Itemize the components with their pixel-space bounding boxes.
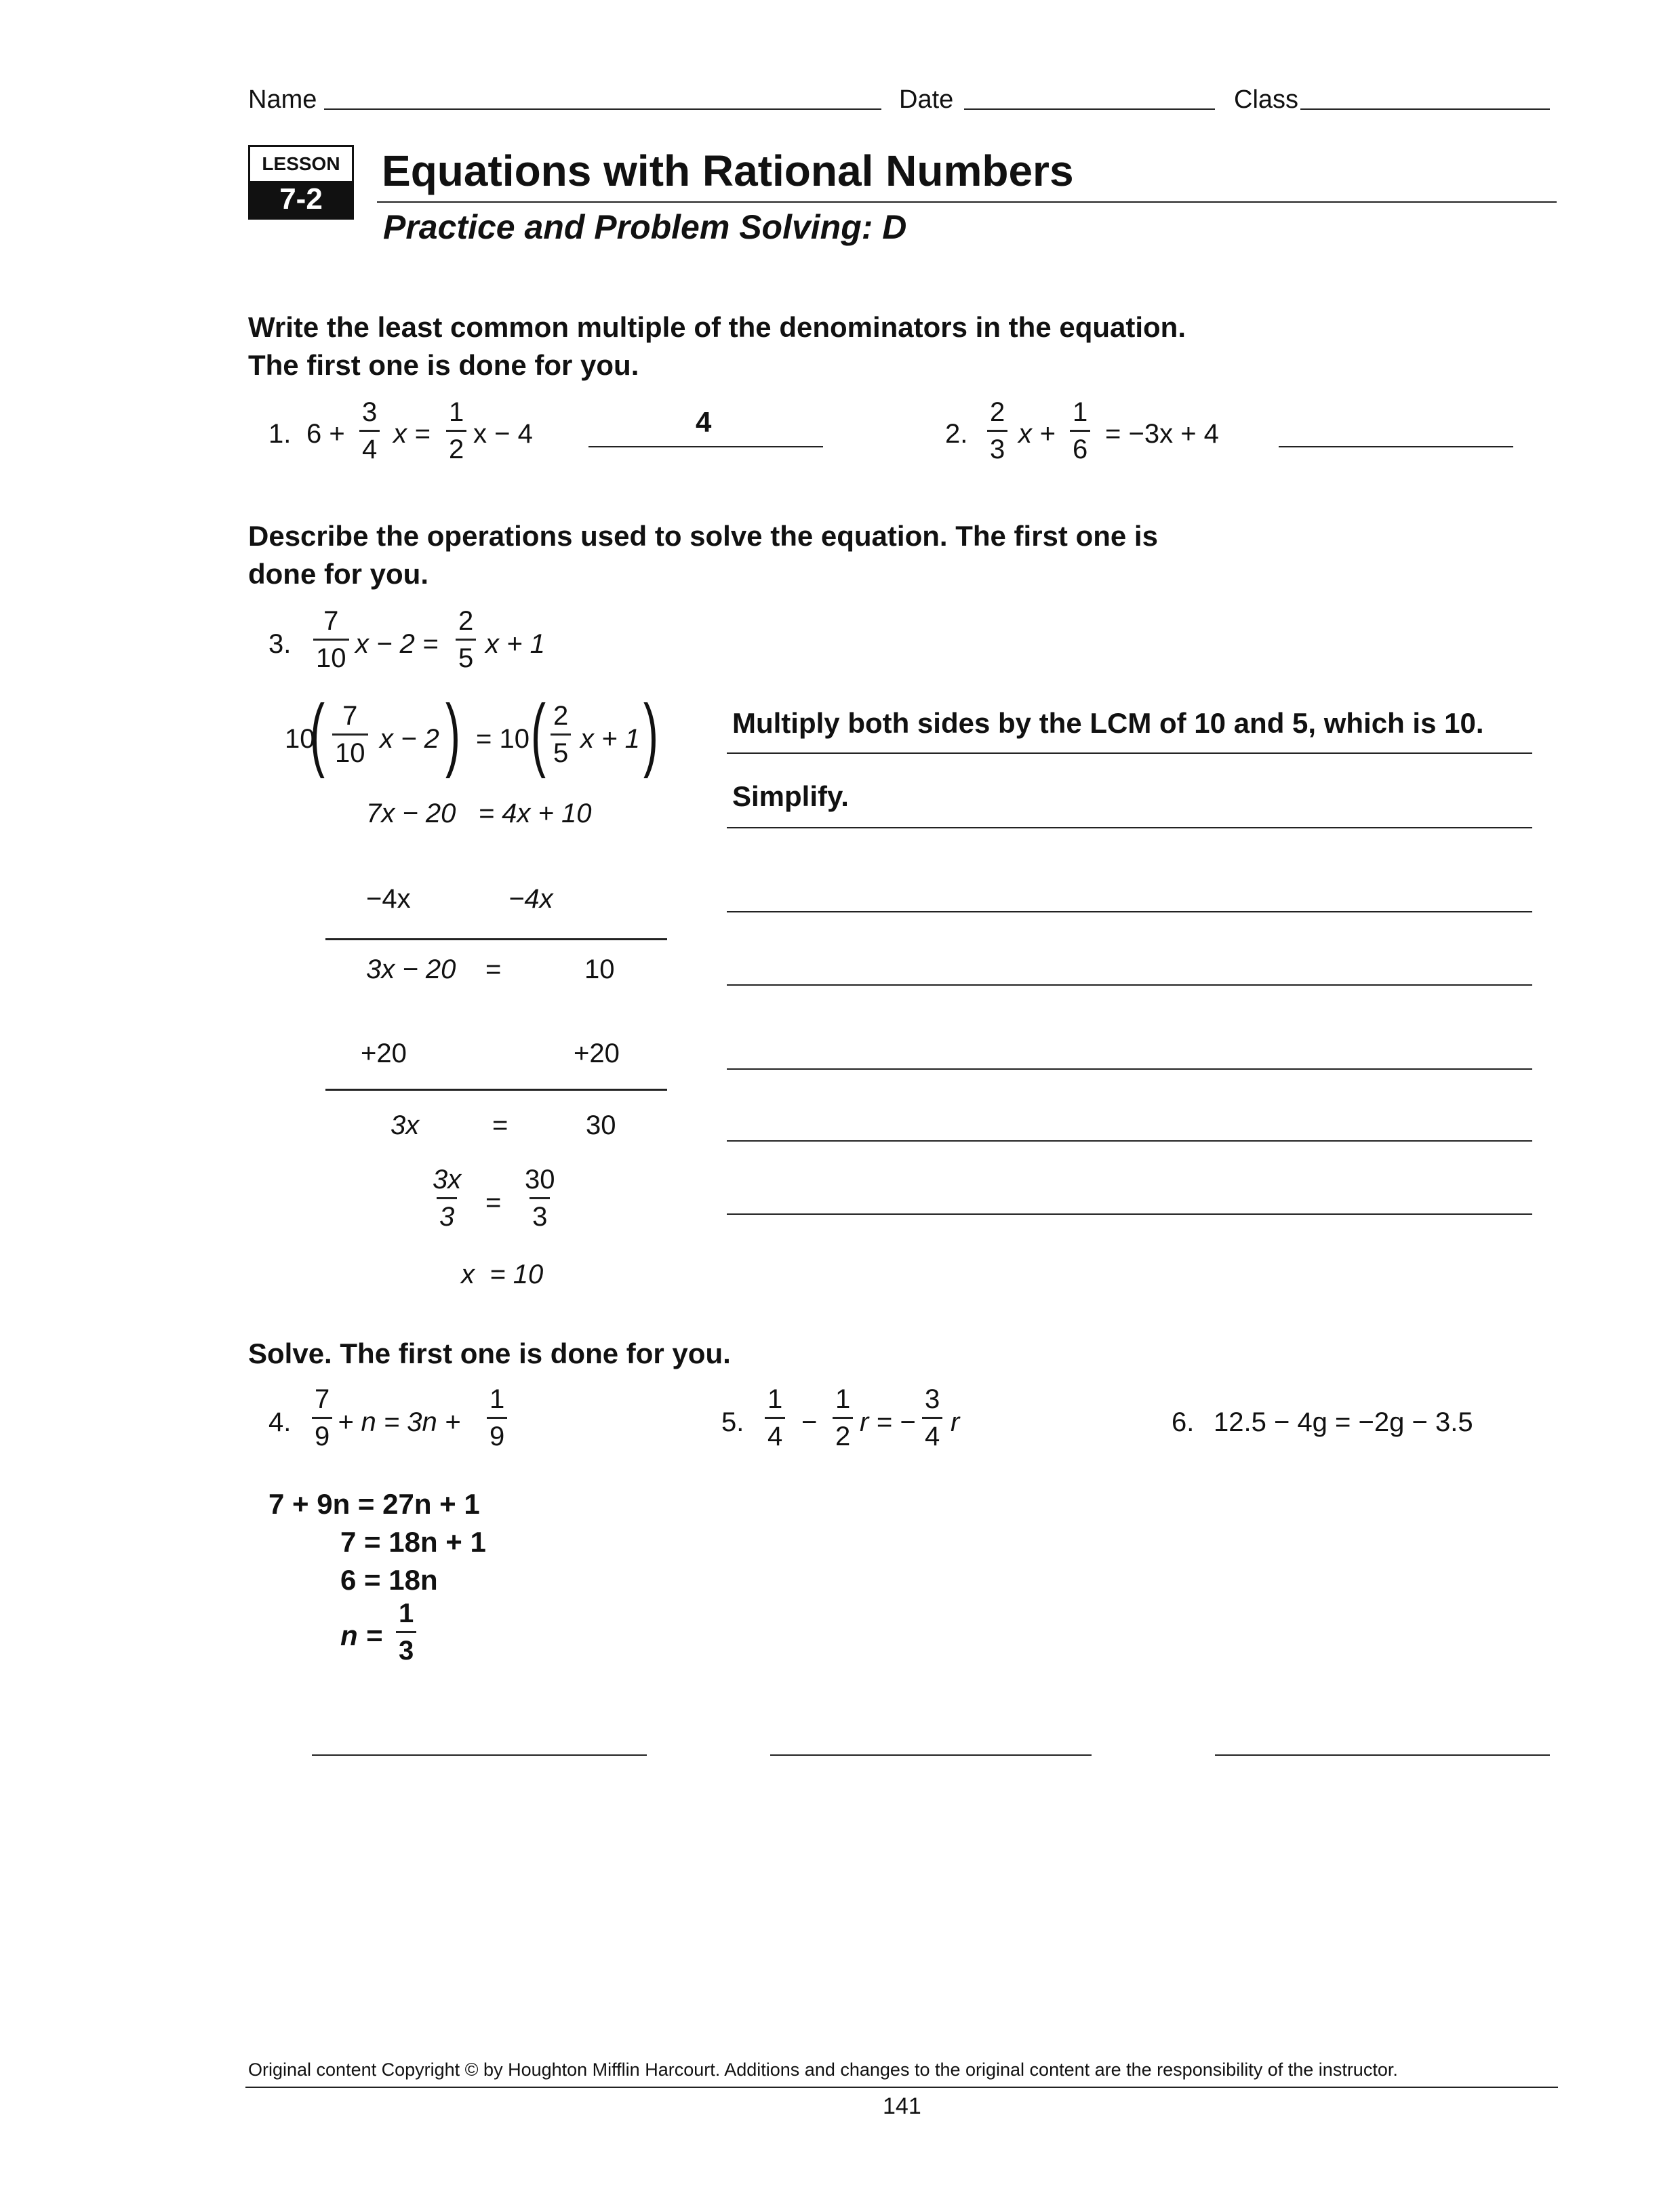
step6-left: 3x: [391, 1110, 420, 1140]
footer-copyright: Original content Copyright © by Houghton Mifflin Harcourt. Additions and changes to the original content are the responsibility of the instructor.: [248, 2059, 1398, 2080]
step5-rule: [325, 1089, 667, 1091]
description-line-7[interactable]: [727, 1213, 1532, 1215]
p2-answer-line[interactable]: [1279, 446, 1513, 447]
p2-mid: x +: [1018, 419, 1056, 449]
paren-close-right: ): [643, 688, 658, 779]
lesson-label: LESSON: [262, 153, 340, 174]
p2-fraction-1: $\frac{2}{3}$: [987, 399, 1007, 463]
step5-left: +20: [361, 1039, 407, 1068]
p2-fraction-2: $\frac{1}{6}$: [1070, 399, 1090, 463]
p5-answer-line[interactable]: [770, 1754, 1092, 1756]
step6-right: 30: [586, 1110, 616, 1140]
lesson-subtitle: Practice and Problem Solving: D: [383, 208, 907, 246]
p5-fraction-2: $\frac{1}{2}$: [833, 1386, 853, 1450]
step3-left: −4x: [366, 884, 411, 914]
step3-rule: [325, 938, 667, 940]
p6-answer-line[interactable]: [1215, 1754, 1550, 1756]
step1-coef-left: 10: [285, 724, 315, 754]
step7-fraction-1: $\frac{3x}{3}$: [433, 1165, 462, 1232]
p3-fraction-2: $\frac{2}{5}$: [456, 607, 476, 672]
p4-work-1: 7 + 9n = 27n + 1: [268, 1488, 480, 1520]
step1-fraction-1: $\frac{7}{10}$: [332, 702, 368, 767]
p1-post: x − 4: [473, 419, 533, 449]
step1-inner-left: x − 2: [380, 724, 439, 754]
step5-right: +20: [574, 1039, 620, 1068]
description-line-2[interactable]: [727, 827, 1532, 828]
p1-number: 1.: [268, 419, 292, 449]
step4-left: 3x − 20: [366, 954, 456, 984]
title-rule: [377, 201, 1557, 203]
p4-work-4-fraction: $\frac{1}{3}$: [396, 1600, 416, 1664]
step4-right: 10: [584, 954, 615, 984]
p3-mid: x − 2 =: [355, 629, 439, 659]
p6-number: 6.: [1172, 1407, 1195, 1437]
name-label: Name: [248, 85, 317, 114]
p4-answer-line[interactable]: [312, 1754, 647, 1756]
p3-fraction-1: $\frac{7}{10}$: [313, 607, 349, 672]
p2-number: 2.: [945, 419, 968, 449]
p4-number: 4.: [268, 1407, 292, 1437]
paren-close-left: ): [445, 688, 460, 779]
lesson-badge: [248, 145, 354, 220]
step1-inner-right: x + 1: [580, 724, 640, 754]
p4-work-3: 6 = 18n: [340, 1564, 438, 1596]
p3-post: x + 1: [485, 629, 545, 659]
p1-fraction-2: $\frac{1}{2}$: [446, 399, 466, 463]
description-1: Multiply both sides by the LCM of 10 and 5, which is 10.: [732, 707, 1484, 739]
p4-fraction-1: $\frac{7}{9}$: [312, 1386, 332, 1450]
p1-answer-line[interactable]: [588, 446, 823, 447]
step1-eq: = 10: [476, 724, 530, 754]
p5-minus: −: [801, 1407, 818, 1437]
page-number: 141: [883, 2093, 921, 2119]
description-line-1[interactable]: [727, 752, 1532, 754]
p1-answer: 4: [696, 406, 712, 438]
paren-open-left: (: [309, 688, 325, 779]
p5-fraction-3: $\frac{3}{4}$: [922, 1386, 942, 1450]
p4-mid: + n = 3n +: [338, 1407, 461, 1437]
p5-fraction-1: $\frac{1}{4}$: [765, 1386, 785, 1450]
p1-pre: 6 +: [306, 419, 345, 449]
lesson-number: 7-2: [250, 181, 352, 218]
step2: 7x − 20 = 4x + 10: [366, 799, 592, 828]
step4-eq: =: [485, 954, 502, 984]
paren-open-right: (: [530, 688, 546, 779]
p3-number: 3.: [268, 629, 292, 659]
p1-fraction-1: $\frac{3}{4}$: [359, 399, 380, 463]
step3-right: −4x: [508, 884, 553, 914]
section2-instructions-1: Describe the operations used to solve the equation. The first one is: [248, 520, 1158, 552]
p6-equation: 12.5 − 4g = −2g − 3.5: [1214, 1407, 1473, 1437]
description-line-4[interactable]: [727, 984, 1532, 986]
p5-post: r: [951, 1407, 960, 1437]
p4-work-2: 7 = 18n + 1: [340, 1526, 486, 1558]
step6-eq: =: [492, 1110, 508, 1140]
name-field[interactable]: [324, 108, 881, 110]
description-line-6[interactable]: [727, 1140, 1532, 1142]
step7-eq: =: [485, 1188, 502, 1218]
footer-rule: [245, 2087, 1558, 2088]
section1-instructions-1: Write the least common multiple of the denominators in the equation.: [248, 311, 1186, 343]
description-2: Simplify.: [732, 780, 849, 812]
step1-fraction-2: $\frac{2}{5}$: [551, 702, 571, 767]
step8: x = 10: [461, 1260, 544, 1289]
p4-work-4-pre: n =: [340, 1620, 382, 1651]
p5-mid: r = −: [860, 1407, 916, 1437]
description-line-3[interactable]: [727, 911, 1532, 912]
p4-fraction-2: $\frac{1}{9}$: [487, 1386, 507, 1450]
p1-mid: x =: [393, 419, 431, 449]
step7-fraction-2: $\frac{30}{3}$: [525, 1165, 555, 1232]
section2-instructions-2: done for you.: [248, 558, 428, 590]
section3-instructions: Solve. The first one is done for you.: [248, 1338, 731, 1369]
p2-post: = −3x + 4: [1105, 419, 1219, 449]
date-field[interactable]: [964, 108, 1215, 110]
section1-instructions-2: The first one is done for you.: [248, 349, 639, 381]
lesson-title: Equations with Rational Numbers: [382, 146, 1074, 195]
class-label: Class: [1234, 85, 1299, 114]
class-field[interactable]: [1300, 108, 1550, 110]
date-label: Date: [899, 85, 954, 114]
description-line-5[interactable]: [727, 1068, 1532, 1070]
p5-number: 5.: [721, 1407, 744, 1437]
